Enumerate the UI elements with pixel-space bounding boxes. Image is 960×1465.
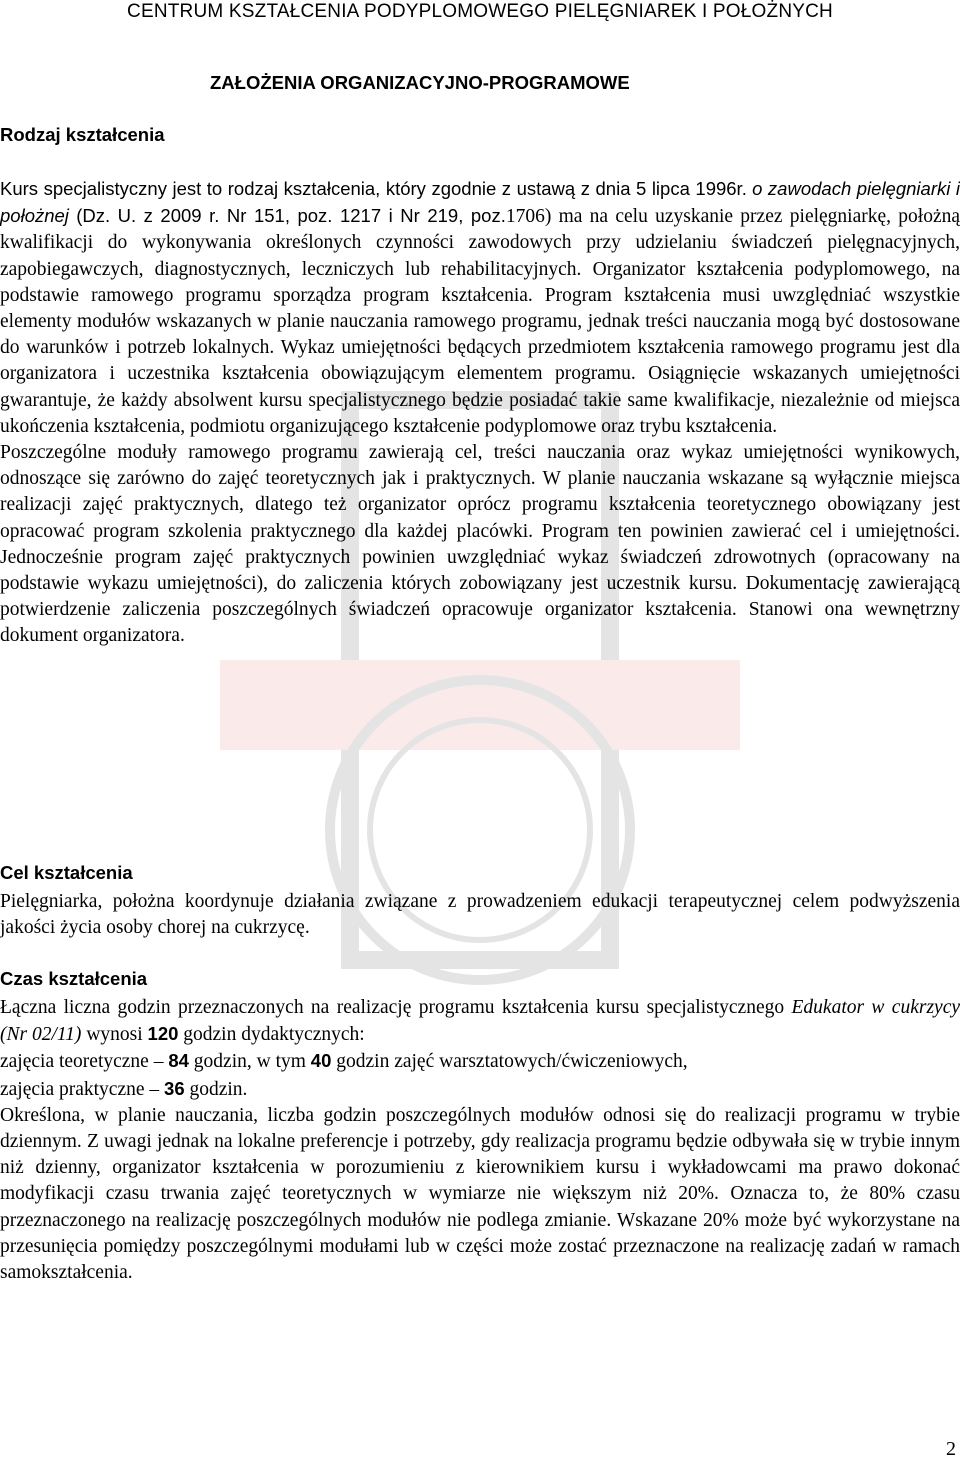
section-heading-cel: Cel kształcenia xyxy=(0,862,133,883)
document-title: ZAŁOŻENIA ORGANIZACYJNO-PROGRAMOWE xyxy=(210,72,630,93)
section-heading-rodzaj: Rodzaj kształcenia xyxy=(0,124,165,145)
section-cel-body xyxy=(0,889,960,941)
paragraph: Poszczególne moduły ramowego programu zawierają cel, treści nauczania oraz wykaz umiejętności wynikowych, odnoszące się zarówno do zajęć teoretycznych jak i praktycznych. W planie nauczania wskazane są wyłącznie miejsca realizacji zajęć praktycznych, dlatego też organizator oprócz programu kształcenia teoretycznego obowiązany jest opracować program szkolenia praktycznego dla każdej placówki. Program ten powinien zawierać cel i umiejętności. Jednocześnie program zajęć praktycznych powinien uwzględniać wykaz świadczeń zdrowotnych (opracowany na podstawie wykazu umiejętności), do zaliczenia których zobowiązany jest uczestnik kursu. Dokumentację zawierającą potwierdzenie zaliczenia poszczególnych świadczeń opracowuje organizator kształcenia. Stanowi ona wewnętrzny dokument organizatora. xyxy=(0,442,960,647)
text-run: Łączna liczna godzin przeznaczonych na realizację programu kształcenia kursu specjalistycznego xyxy=(0,997,785,1018)
course-name: Edukator w cukrzycy (Nr 02/11) xyxy=(0,997,960,1046)
page-header: CENTRUM KSZTAŁCENIA PODYPLOMOWEGO PIELĘGNIAREK I POŁOŻNYCH xyxy=(127,1,833,22)
section-rodzaj-body xyxy=(0,176,960,650)
paragraph xyxy=(0,176,960,440)
paragraph: Określona, w planie nauczania, liczba godzin poszczególnych modułów odnosi się do realizacji programu w trybie dziennym. Z uwagi jednak na lokalne preferencje i potrzeby, gdy realizacja programu będzie odbywała się w trybie innym niż dzienny, organizator kształcenia w porozumieniu z kierownikiem kursu i wykładowcami ma prawo dokonać modyfikacji czasu trwania zajęć teoretycznych w wymiarze nie większym niż 20%. Oznacza to, że 80% czasu przeznaczonego na realizację poszczególnych modułów nie podlega zmianie. Wskazane 20% może być wykorzystane na przesunięcia pomiędzy poszczególnymi modułami lub w części może zostać przeznaczone na realizację zadań w ramach samokształcenia. xyxy=(0,1104,960,1284)
theory-hours-value: 84 xyxy=(168,1050,189,1072)
paragraph xyxy=(0,1076,960,1103)
text-run: wynosi xyxy=(86,1024,143,1046)
section-heading-czas: Czas kształcenia xyxy=(0,968,148,989)
text-run: godzin zajęć warsztatowych/ćwiczeniowych, xyxy=(336,1051,688,1073)
text-run: godzin, w tym xyxy=(193,1051,306,1073)
text-run: godzin dydaktycznych: xyxy=(183,1024,365,1046)
text-run: godzin. xyxy=(189,1078,248,1100)
text-run: 1706) ma na celu uzyskanie przez pielęgniarkę, położną kwalifikacji do wykonywania określonych czynności zawodowych przy udzielaniu świadczeń pielęgnacyjnych, zapobiegawczych, diagnostycznych, leczniczych lub rehabilitacyjnych. Organizator kształcenia podyplomowego, na podstawie ramowego programu sporządza program kształcenia. Program kształcenia musi uwzględniać wszystkie elementy modułów wskazanych w planie nauczania ramowego programu, jednak treści nauczania mogą być dostosowane do warunków i potrzeb lokalnych. Wykaz umiejętności będących przedmiotem kształcenia ramowego programu jest dla organizatora i uczestnika kształcenia obowiązującym elementem programu. Osiągnięcie wskazanych umiejętności gwarantuje, że każdy absolwent kursu specjalistycznego będzie posiadać takie same kwalifikacje, niezależnie od miejsca ukończenia kształcenia, podmiotu organizującego kształcenie podyplomowe oraz trybu kształcenia. xyxy=(0,206,960,437)
paragraph xyxy=(0,1048,960,1075)
text-run: zajęcia praktyczne – xyxy=(0,1078,160,1100)
page-number: 2 xyxy=(946,1438,956,1460)
text-run: (Dz. U. z 2009 r. Nr 151, poz. 1217 i Nr 219, poz. xyxy=(76,205,506,227)
act-title: o zawodach pielęgniarki i położnej xyxy=(0,178,960,227)
paragraph xyxy=(0,995,960,1048)
section-czas-body xyxy=(0,995,960,1286)
practice-hours-value: 36 xyxy=(164,1077,185,1099)
text-run: zajęcia teoretyczne – xyxy=(0,1051,164,1073)
total-hours-value: 120 xyxy=(147,1023,179,1045)
text-run: Kurs specjalistyczny jest to rodzaj kształcenia, który zgodnie z ustawą z dnia 5 lipca 1996r. xyxy=(0,178,747,199)
paragraph: Pielęgniarka, położna koordynuje działania związane z prowadzeniem edukacji terapeutycznej celem podwyższenia jakości życia osoby chorej na cukrzycę. xyxy=(0,891,960,939)
workshop-hours-value: 40 xyxy=(310,1050,332,1072)
